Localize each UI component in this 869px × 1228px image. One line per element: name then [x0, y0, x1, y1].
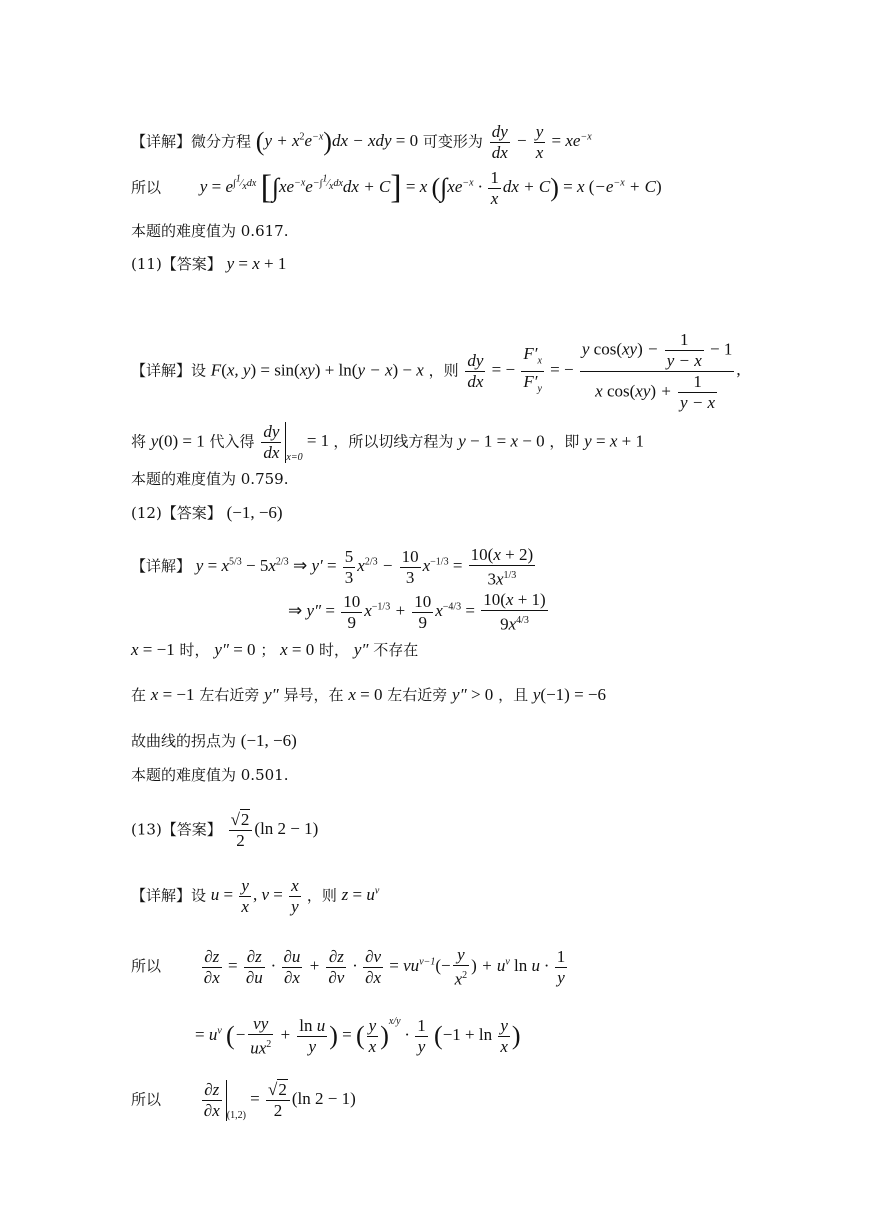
line-13 — [131, 731, 297, 751]
line-6 — [131, 422, 644, 468]
formula-ode: $(y + x^2e^{-x})dx$ − xdy = 0 — [255, 127, 419, 157]
text-get: 代入得 — [209, 432, 255, 451]
label-answer-11: (11)【答案】 — [131, 255, 222, 273]
line-18 — [195, 1012, 521, 1058]
text-ie: ，即 — [549, 432, 580, 451]
formula-x-zero-b: x = 0 — [348, 685, 383, 704]
text-near-1: 左右近旁 — [199, 686, 260, 704]
text-then-2: ，则 — [306, 886, 337, 905]
formula-tangent-final: y = x + 1 — [584, 431, 644, 451]
text-near-2: 左右近旁 — [387, 686, 448, 704]
line-10 — [288, 590, 550, 635]
formula-ypp-b: y″ — [264, 685, 279, 704]
text-semicolon: ； — [260, 641, 276, 659]
difficulty-2: 本题的难度值为 0.759. — [131, 470, 289, 488]
label-answer-12: (12)【答案】 — [131, 504, 222, 522]
line-answer-11 — [131, 254, 286, 274]
formula-partial-eval: $\frac{\partial z}{\partial x}$ $_{(1,2)}$ = $\frac{√2}{2}$ (ln 2 − 1) — [200, 1089, 356, 1108]
label-so-3: 所以 — [131, 1090, 162, 1109]
line-12 — [131, 685, 606, 705]
text-transform: 可变形为 — [422, 132, 483, 151]
formula-answer-13: $\frac{√2}{2}$ (ln 2 − 1) — [230, 810, 319, 850]
formula-x-zero: x = 0 — [280, 640, 315, 659]
formula-x-neg1: x = −1 — [131, 640, 175, 659]
difficulty-3: 本题的难度值为 0.501. — [131, 766, 289, 784]
text-when-2: 时， — [319, 641, 350, 659]
formula-second-derivative: ⇒ y″ = $\frac{10}{9}$ $x^{-1/3}$ + $\frac{10}{9}$ $x^{-4/3}$ = $\frac{10(x + 1)}{9x^{4/3}}$ — [288, 590, 546, 634]
formula-partial-z-simplified: = $u^v$ (− $\frac{vy}{ux^2}$ + $\frac{\text{ln u}}{y}$ ) = ( $\frac{y}{x}$ )$^{x/y}$ · $\frac{1}{y}$ (−1 + ln $\frac{y}{x}$ ) — [195, 1013, 521, 1058]
line-9 — [131, 545, 537, 590]
formula-slope: $\frac{dy}{dx}$ $_{x=0}$ = 1 — [259, 431, 333, 450]
text-inflection: 故曲线的拐点为 — [131, 732, 237, 750]
line-16 — [131, 876, 379, 917]
formula-solution: $y = e^{\int^1⁄_xdx}$ $[\int xe^{-x}e^{-\int^1⁄_xdx}dx + C] = x$ ($\int xe^{-x}$ · $\frac{1}{x}$ dx + C) = x $(-e^{-x} + C)$ — [199, 168, 662, 208]
formula-ypp: y″ — [353, 640, 369, 659]
label-answer-13: (13)【答案】 — [131, 820, 222, 839]
text-and: ，且 — [498, 686, 529, 704]
formula-inflection-point: (−1, −6) — [240, 731, 297, 750]
formula-answer-12: (−1, −6) — [226, 503, 283, 522]
formula-ypp-zero: y″ = 0 — [214, 640, 256, 659]
text-substitute: 将 — [131, 432, 147, 451]
label-detail-2: 【详解】设 — [131, 361, 207, 380]
difficulty-1: 本题的难度值为 0.617. — [131, 222, 289, 240]
formula-z: $z = u^v$ — [341, 885, 380, 905]
line-answer-12 — [131, 503, 283, 523]
text-tangent: ，所以切线方程为 — [333, 432, 454, 451]
formula-y-neg1: y(−1) = −6 — [532, 685, 606, 704]
formula-derivative: $\frac{dy}{dx}$ = − $\frac{F'_x}{F'_y}$ = − y cos(xy) − $\frac{1}{y - x}$ − 1 x cos(xy) + $\frac{1}{y - x}$ , — [467, 330, 741, 412]
line-1 — [131, 122, 592, 163]
formula-uv: u = $\frac{y}{x}$ , v = $\frac{x}{y}$ — [210, 876, 299, 916]
formula-partial-z: $\frac{\partial z}{\partial x}$ = $\frac{\partial z}{\partial u}$ · $\frac{\partial u}{\partial x}$ + $\frac{\partial z}{\partial v}$ · $\frac{\partial v}{\partial x}$ = $vu^{v-1}(-$ $\frac{y}{x^2}$ ) + $u^v$ ln u · $\frac{1}{y}$ — [203, 945, 566, 989]
line-17 — [131, 945, 569, 990]
text-then: ，则 — [428, 361, 459, 380]
line-19 — [131, 1080, 356, 1126]
formula-y0: y(0) = 1 — [150, 431, 205, 451]
formula-first-derivative: $y = x^{5/3} - 5x^{2/3}$ ⇒ y′ = $\frac{5}{3}$ $x^{2/3}$ − $\frac{10}{3}$ $x^{-1/3}$ = $\frac{10(x + 2)}{3x^{1/3}}$ — [195, 545, 534, 589]
text-at-1: 在 — [131, 686, 147, 704]
label-detail-3: 【详解】 — [131, 557, 192, 576]
line-11 — [131, 640, 418, 660]
text-sign-change: 异号，在 — [283, 686, 344, 704]
label-so-1: 所以 — [131, 178, 162, 197]
line-2 — [131, 168, 662, 209]
label-detail-1: 【详解】微分方程 — [131, 132, 252, 151]
label-detail-4: 【详解】设 — [131, 886, 207, 905]
label-so-2: 所以 — [131, 957, 162, 976]
formula-tangent: y − 1 = x − 0 — [458, 431, 545, 451]
formula-answer-11: y = x + 1 — [226, 254, 287, 273]
formula-transformed: $\frac{dy}{dx}$ − $\frac{y}{x}$ = $xe^{-x}$ — [491, 122, 592, 162]
line-5 — [131, 330, 741, 413]
formula-ypp-positive: y″ > 0 — [452, 685, 494, 704]
formula-F: F(x, y) = sin(xy) + ln(y − x) − x — [210, 360, 424, 380]
text-when-1: 时， — [179, 641, 210, 659]
line-answer-13 — [131, 810, 318, 851]
text-not-exist: 不存在 — [373, 641, 419, 659]
formula-x-neg1-b: x = −1 — [150, 685, 195, 704]
